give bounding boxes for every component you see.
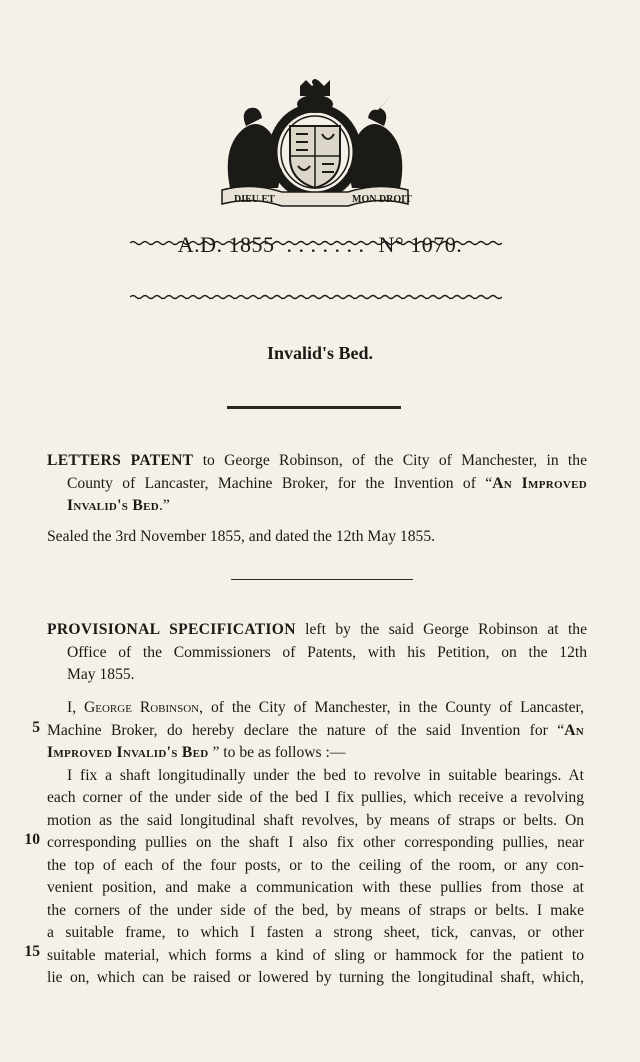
body-line: I fix a shaft longitudinally under the bed to revolve in suitable bearings. At: [67, 766, 584, 784]
body-p1-l3b: ” to be as follows :—: [212, 744, 346, 761]
body-line: corresponding pullies on the shaft I also fix other corresponding pullies, near: [47, 834, 584, 851]
title-divider: [227, 406, 401, 409]
provisional-text-1: left by the said George Robinson at the: [295, 621, 587, 638]
inventor-name: George Robinson: [84, 699, 200, 716]
motto-left: DIEU ET: [234, 194, 275, 205]
letters-patent-text-2: County of Lancaster, Machine Broker, for the Invention of “: [67, 474, 493, 492]
provisional-text-2: Office of the Commissioners of Patents, with his Petition, on the 12th: [67, 643, 587, 661]
body-line: lie on, which can be raised or lowered by turning the longitudinal shaft, which,: [47, 969, 584, 986]
body-line: the corners of the under side of the bed, by means of straps or belts. I make: [47, 901, 584, 919]
heading-number: N° 1070.: [378, 232, 463, 257]
body-line: a suitable frame, to which I fasten a strong sheet, tick, canvas, or other: [47, 924, 584, 941]
letters-patent-text-1: to George Robinson, of the City of Manchester, in the: [193, 452, 587, 469]
document-title: Invalid's Bed.: [266, 343, 374, 363]
line-number-5: 5: [32, 719, 40, 736]
invention-name-2: Invalid's Bed: [67, 497, 159, 514]
specification-body: [47, 697, 584, 990]
body-line: each corner of the under side of the bed I fix pullies, which receive a revolving: [47, 789, 584, 806]
motto-right: MON DROIT: [352, 194, 412, 205]
heading-year: A.D. 1855: [177, 232, 275, 257]
royal-coat-of-arms: [212, 78, 418, 210]
body-line: the top of each of the four posts, or to the ceiling of the room, or any con-: [47, 856, 584, 874]
body-p1-l1b: , of the City of Manchester, in the County of Lancaster,: [199, 699, 584, 716]
heading-dots: . . . . . . .: [286, 232, 365, 257]
line-number-10: 10: [24, 831, 40, 848]
sealed-date: Sealed the 3rd November 1855, and dated the 12th May 1855.: [47, 527, 436, 545]
body-p1-l1a: I,: [67, 699, 84, 716]
letters-patent-label: LETTERS PATENT: [47, 452, 194, 469]
bottom-wavy-rule: [130, 294, 502, 300]
body-line: venient position, and make a communication with these pullies from those at: [47, 879, 584, 896]
invention-name-1: An Improved: [492, 474, 587, 492]
line-number-15: 15: [24, 943, 40, 960]
body-line: suitable material, which forms a kind of sling or hammock for the patient to: [47, 946, 584, 964]
provisional-paragraph: [47, 619, 587, 687]
letters-patent-paragraph: [47, 450, 587, 548]
body-p1-l3a: Improved Invalid's Bed: [47, 744, 209, 761]
provisional-text-3: May 1855.: [67, 666, 135, 683]
provisional-label: PROVISIONAL SPECIFICATION: [47, 621, 296, 638]
body-line: motion as the said longitudinal shaft revolves, by means of straps or belts. On: [47, 811, 584, 829]
patent-heading: [0, 232, 640, 258]
letters-patent-text-3: .”: [158, 497, 170, 514]
section-divider: [231, 579, 413, 580]
body-p1-l2a: Machine Broker, do hereby declare the nature of the said Invention for “: [47, 721, 565, 739]
body-p1-l2b: An: [564, 721, 584, 739]
